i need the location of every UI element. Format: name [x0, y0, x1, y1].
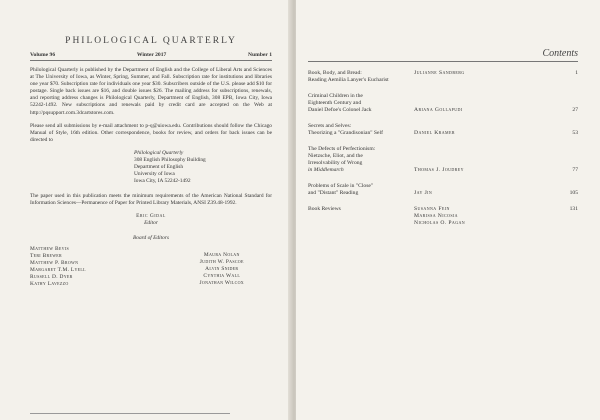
toc-title-line: Book Reviews	[308, 206, 341, 212]
toc-author-line: Julianne Sandberg	[414, 70, 465, 76]
toc-entry-page: 1	[575, 70, 578, 76]
editor-block	[30, 213, 272, 227]
toc-entry-author	[414, 206, 534, 227]
number-label: Number 1	[248, 52, 272, 58]
board-member: Maura Nolan	[203, 252, 240, 259]
toc-entry-page: 105	[569, 190, 578, 196]
board-member: Matthew Bevis	[30, 246, 69, 253]
address-line: University of Iowa	[134, 170, 175, 177]
toc-title-line: in Middlemarch	[308, 167, 344, 173]
journal-title: PHILOLOGICAL QUARTERLY	[65, 36, 237, 46]
toc-entry	[308, 70, 578, 84]
board-member: Alvin Snider	[205, 266, 239, 273]
toc-author-line: Nicholas O. Pagan	[414, 220, 466, 226]
toc-title-line: Theorizing a "Grandisonian" Self	[308, 130, 383, 136]
toc-entry	[308, 206, 578, 227]
toc-author-line: Susanna Fein	[414, 206, 450, 212]
contents-heading: Contents	[308, 48, 578, 62]
toc-entry-title	[308, 93, 414, 114]
toc-entry-author	[414, 93, 534, 114]
board-member: Judith W. Pascoe	[199, 259, 244, 266]
toc-author-line: Jay Jin	[414, 190, 433, 196]
address-line: Department of English	[134, 163, 184, 170]
right-page	[296, 0, 600, 420]
editor-title: Editor	[144, 220, 158, 227]
toc-title-line: Reading Aemilia Lanyer's Eucharist	[308, 77, 389, 83]
page-bottom-rule	[30, 413, 230, 414]
toc-entry-page: 27	[572, 107, 578, 113]
publication-paragraph: Philological Quarterly is published by the Department of English and the College of Liberal Arts and Sciences at The University of Iowa, as Winter, Spring, Summer, and Fall. Subscription rate for institutions and libraries one year $70. Subscription rate for individuals one year $30. Subscribers outside of the U.S. please add $10 for postage. Single back issues are $16, and double issues $26. The mailing address for subscriptions, renewals, and reporting address changes is Philological Quarterly, Department of English, 308 EPB, Iowa City, Iowa 52242-1492. New subscriptions and renewals paid by credit card are accepted on the Web at http://pqsupport.com.3dcartstores.com.	[30, 67, 272, 116]
toc-entry-title	[308, 206, 414, 227]
board-member: Russell D. Dyer	[30, 274, 73, 281]
board-column-right	[200, 252, 245, 288]
board-column-left	[30, 246, 86, 288]
board-member: Jonathan Wilcox	[199, 280, 244, 287]
toc-entry-title	[308, 70, 414, 84]
toc-title-line: and "Distant" Reading	[308, 190, 359, 196]
season-label: Winter 2017	[136, 52, 167, 58]
board-member: Matthew P. Brown	[30, 260, 79, 267]
volume-label: Volume 96	[30, 52, 56, 58]
toc-title-line: Secrets and Selves:	[308, 123, 352, 129]
toc-entry-author	[414, 146, 534, 174]
board-member: Kathy Lavezzo	[30, 281, 69, 288]
toc-entry-author	[414, 70, 534, 84]
toc-entry-title	[308, 123, 414, 137]
paper-notice: The paper used in this publication meets the minimum requirements of the American National Standard for Information Sciences—Permanence of Paper for Printed Library Materials, ANSI Z39.48-1992.	[30, 192, 272, 207]
toc-author-line: Marissa Nicosia	[414, 213, 458, 219]
toc-entry-author	[414, 183, 534, 197]
board-of-editors	[30, 246, 272, 288]
address-line: Iowa City, IA 52242-1492	[134, 177, 191, 184]
toc-entry-title	[308, 183, 414, 197]
toc-title-line: Problems of Scale in "Close"	[308, 183, 374, 189]
board-member: Margaret T.M. Lyell	[30, 267, 86, 274]
toc-title-line: Criminal Children in the	[308, 93, 363, 99]
board-member: Cynthia Wall	[203, 273, 241, 280]
toc-title-line: The Defects of Perfectionism:	[308, 146, 376, 152]
board-title: Board of Editors	[132, 235, 170, 242]
toc-title-line: Daniel Defoe's Colonel Jack	[308, 107, 372, 113]
toc-entry	[308, 183, 578, 197]
left-page	[0, 0, 292, 420]
issue-line	[30, 52, 272, 61]
toc-title-line: Irresolvability of Wrong	[308, 160, 363, 166]
mailing-address	[134, 150, 272, 185]
toc-title-line: Nietzsche, Eliot, and the	[308, 153, 363, 159]
editor-name: Eric Gidal	[136, 213, 166, 220]
board-member: Teri Brewer	[30, 253, 62, 260]
toc-entry-page: 131	[569, 206, 578, 212]
toc-entry-author	[414, 123, 534, 137]
toc-author-line: Thomas J. Joudrey	[414, 167, 464, 173]
toc-author-line: Daniel Kramer	[414, 130, 455, 136]
toc-title-line: Book, Body, and Bread:	[308, 70, 362, 76]
toc-entry-page: 77	[572, 167, 578, 173]
toc-title-line: Eighteenth Century and	[308, 100, 362, 106]
submission-paragraph: Please send all submissions by e-mail attachment to p-q@uiowa.edu. Contributions should follow the Chicago Manual of Style, 16th edition. Other correspondence, books for review, and orders for back issues can be directed to	[30, 122, 272, 143]
toc-entry	[308, 146, 578, 174]
address-line: 308 English Philosophy Building	[134, 156, 206, 163]
toc-entry	[308, 93, 578, 114]
toc-author-line: Ariana Gollapudi	[414, 107, 463, 113]
toc-entry-title	[308, 146, 414, 174]
address-line: Philological Quarterly	[134, 149, 184, 156]
toc-entry-page: 53	[572, 130, 578, 136]
toc-entry	[308, 123, 578, 137]
